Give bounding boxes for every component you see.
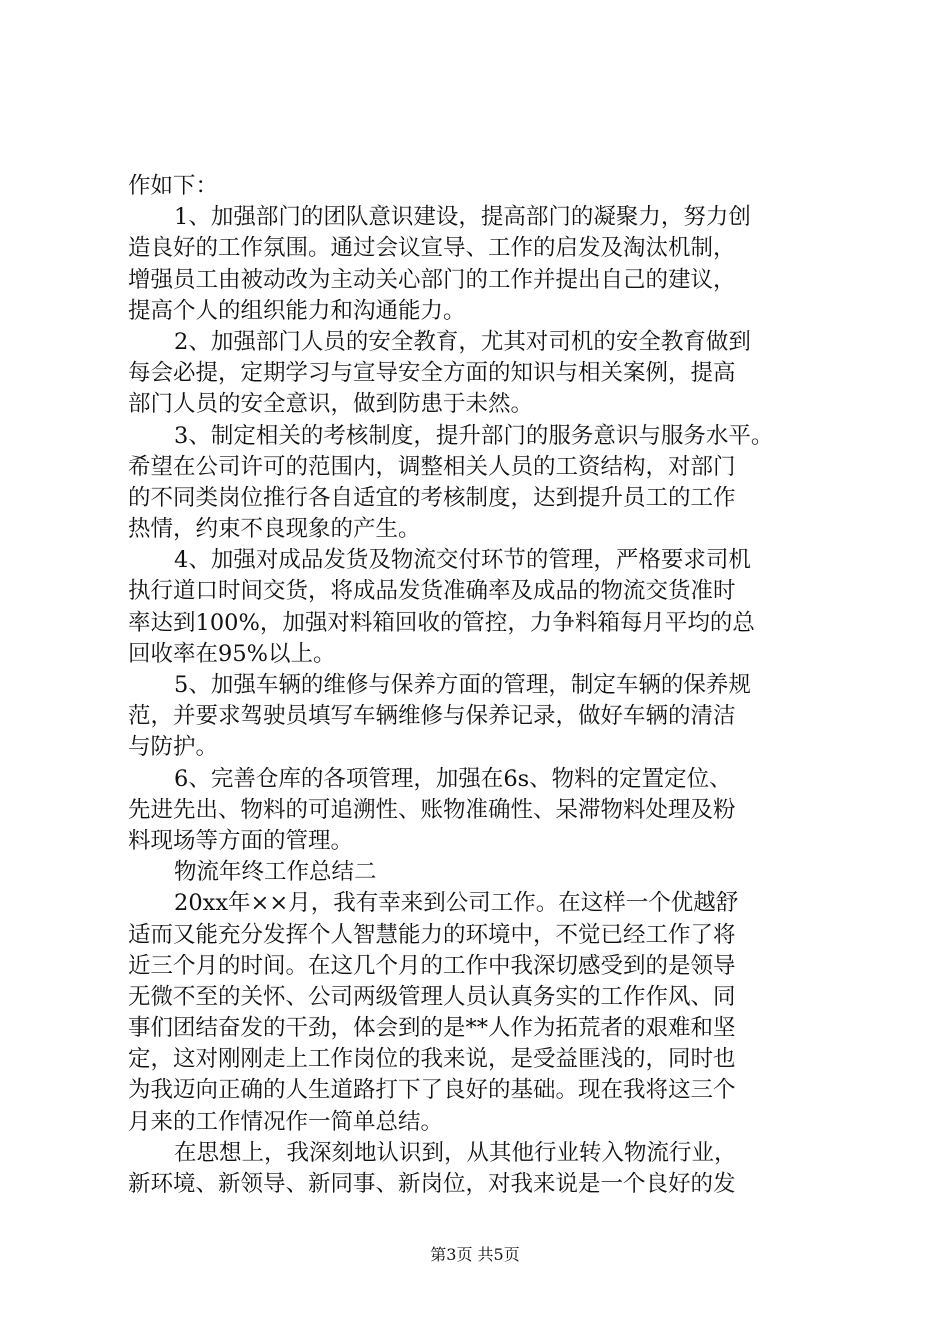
text-line: 为我迈向正确的人生道路打下了良好的基础。现在我将这三个 <box>128 1077 736 1104</box>
text-line: 回收率在95%以上。 <box>128 640 336 667</box>
text-line: 料现场等方面的管理。 <box>128 827 354 854</box>
text-line: 在思想上，我深刻地认识到，从其他行业转入物流行业， <box>174 1139 737 1166</box>
text-line: 的不同类岗位推行各自适宜的考核制度，达到提升员工的工作 <box>128 484 736 511</box>
text-line: 1、加强部门的团队意识建设，提高部门的凝聚力，努力创 <box>174 204 751 231</box>
text-line: 每会必提，定期学习与宣导安全方面的知识与相关案例，提高 <box>128 360 736 387</box>
text-line: 月来的工作情况作一简单总结。 <box>128 1108 444 1135</box>
text-line: 5、加强车辆的维修与保养方面的管理，制定车辆的保养规 <box>174 672 751 698</box>
text-line: 物流年终工作总结二 <box>174 859 377 886</box>
text-line: 率达到100%，加强对料箱回收的管控，力争料箱每月平均的总 <box>128 609 755 636</box>
text-line: 新环境、新领导、新同事、新岗位，对我来说是一个良好的发 <box>128 1171 736 1197</box>
text-line: 执行道口时间交货，将成品发货准确率及成品的物流交货准时 <box>128 578 736 605</box>
text-line: 与防护。 <box>128 734 219 761</box>
page-footer: 第3页 共5页 <box>430 1245 520 1264</box>
text-line: 无微不至的关怀、公司两级管理人员认真务实的工作作风、同 <box>128 983 736 1010</box>
text-line: 定，这对刚刚走上工作岗位的我来说，是受益匪浅的，同时也 <box>128 1046 736 1073</box>
text-line: 希望在公司许可的范围内，调整相关人员的工资结构，对部门 <box>128 453 736 480</box>
text-line: 近三个月的时间。在这几个月的工作中我深切感受到的是领导 <box>128 952 736 979</box>
text-line: 4、加强对成品发货及物流交付环节的管理，严格要求司机 <box>174 547 751 574</box>
text-line: 事们团结奋发的干劲，体会到的是**人作为拓荒者的艰难和坚 <box>128 1015 736 1042</box>
text-line: 先进先出、物料的可追溯性、账物准确性、呆滞物料处理及粉 <box>128 796 736 823</box>
text-line: 适而又能充分发挥个人智慧能力的环境中，不觉已经工作了将 <box>128 921 736 948</box>
text-line: 6、完善仓库的各项管理，加强在6s、物料的定置定位、 <box>174 765 732 792</box>
text-line: 20xx年××月，我有幸来到公司工作。在这样一个优越舒 <box>174 890 739 917</box>
text-line: 3、制定相关的考核制度，提升部门的服务意识与服务水平。 <box>174 422 774 449</box>
text-line: 部门人员的安全意识，做到防患于未然。 <box>128 391 534 418</box>
text-line: 增强员工由被动改为主动关心部门的工作并提出自己的建议， <box>128 266 736 293</box>
text-line: 作如下： <box>128 173 219 199</box>
text-line: 提高个人的组织能力和沟通能力。 <box>128 297 466 324</box>
body-text <box>128 171 828 1200</box>
text-line: 热情，约束不良现象的产生。 <box>128 516 421 543</box>
text-line: 造良好的工作氛围。通过会议宣导、工作的启发及淘汰机制， <box>128 235 736 262</box>
text-line: 2、加强部门人员的安全教育，尤其对司机的安全教育做到 <box>174 328 751 355</box>
text-line: 范，并要求驾驶员填写车辆维修与保养记录，做好车辆的清洁 <box>128 703 736 730</box>
